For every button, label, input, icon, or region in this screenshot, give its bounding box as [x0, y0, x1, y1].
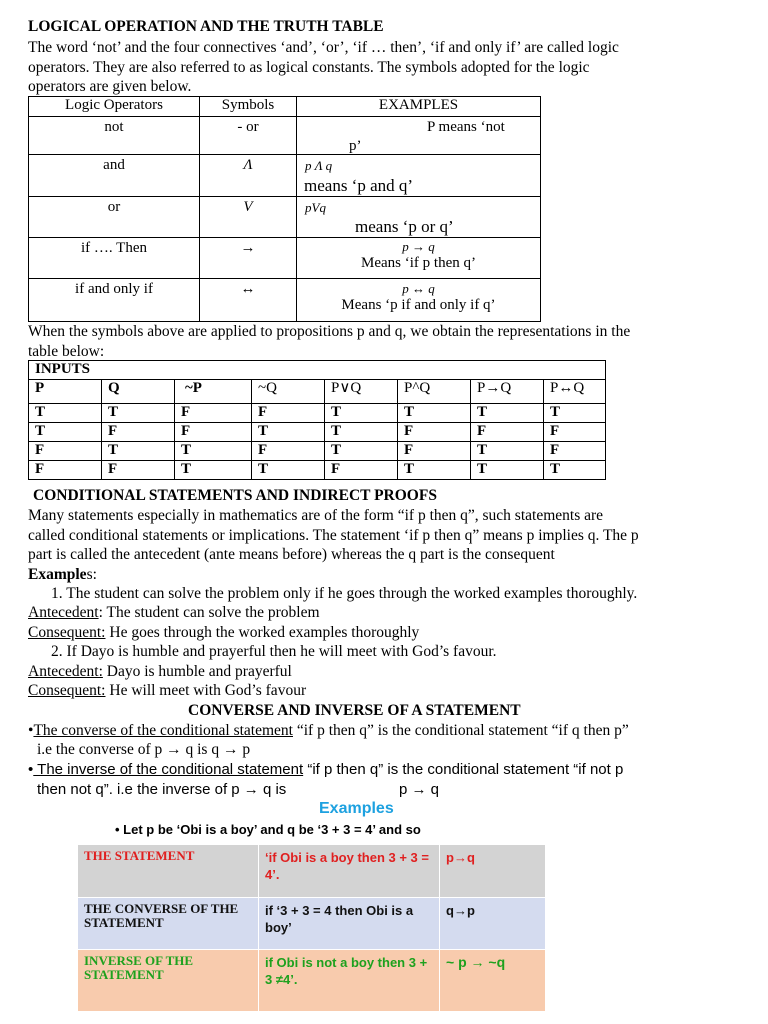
row-label: INVERSE OF THE STATEMENT [78, 949, 259, 1011]
operator-name: if and only if [29, 279, 200, 322]
operator-symbol: V [200, 197, 297, 238]
example-item: 1. The student can solve the problem only if he goes through the worked examples thoroughly. [51, 585, 638, 602]
header-cell: EXAMPLES [297, 97, 541, 117]
operator-symbol: ↔ [200, 279, 297, 322]
row-symbol: p→q [440, 845, 546, 897]
intro-line: operators are given below. [28, 78, 192, 95]
intro-line: When the symbols above are applied to propositions p and q, we obtain the representations in the [28, 323, 631, 340]
table-row [29, 442, 606, 461]
header-cell: Q [102, 380, 175, 404]
cell: F [29, 461, 102, 480]
antecedent-line: Antecedent: The student can solve the problem [28, 604, 320, 621]
inputs-label: INPUTS [29, 361, 606, 380]
bullet-line: then not q”. i.e the inverse of p → q is [37, 781, 287, 798]
cell: F [252, 442, 325, 461]
header-cell: Symbols [200, 97, 297, 117]
cell: T [471, 442, 544, 461]
table-row [29, 461, 606, 480]
table-row [29, 423, 606, 442]
operators-table [28, 96, 541, 322]
operator-symbol: - or [200, 117, 297, 155]
header-cell: P↔Q [544, 380, 606, 404]
cell: F [544, 423, 606, 442]
row-text: ‘if Obi is a boy then 3 + 3 = 4’. [259, 845, 440, 897]
table-row [29, 404, 606, 423]
row-label: THE CONVERSE OF THE STATEMENT [78, 897, 259, 949]
cell: F [29, 442, 102, 461]
cell: T [544, 461, 606, 480]
cell: T [471, 461, 544, 480]
operator-name: or [29, 197, 200, 238]
cell: T [325, 442, 398, 461]
cell: T [252, 423, 325, 442]
operator-example: P means ‘not p’ [297, 117, 541, 155]
cell: T [102, 442, 175, 461]
antecedent-line: Antecedent: Dayo is humble and prayerful [28, 663, 292, 680]
cell: F [252, 404, 325, 423]
bullet-line: •The converse of the conditional statement “if p then q” is the conditional statement “if q then p” [28, 722, 629, 739]
cell: T [544, 404, 606, 423]
row-label: THE STATEMENT [78, 845, 259, 897]
row-text: if Obi is not a boy then 3 + 3 ≠4’. [259, 949, 440, 1011]
paragraph-line: Many statements especially in mathematics are of the form “if p then q”, such statements are [28, 507, 604, 524]
cell: T [252, 461, 325, 480]
examples-heading: Examples [319, 800, 394, 817]
section-title: LOGICAL OPERATION AND THE TRUTH TABLE [28, 18, 384, 35]
header-cell: P→Q [471, 380, 544, 404]
table-row [29, 279, 541, 322]
paragraph-line: part is called the antecedent (ante means before) whereas the q part is the consequent [28, 546, 555, 563]
table-header-row [29, 361, 606, 380]
cell: T [102, 404, 175, 423]
cell: T [398, 461, 471, 480]
cell: T [29, 404, 102, 423]
table-row [29, 238, 541, 279]
header-cell: P^Q [398, 380, 471, 404]
operator-example: p Λ q means ‘p and q’ [297, 155, 541, 197]
truth-table [28, 360, 606, 480]
example-table [78, 845, 546, 1012]
row-symbol: ~ p → ~q [440, 949, 546, 1011]
operator-example: p ↔ q Means ‘p if and only if q’ [297, 279, 541, 322]
cell: F [175, 423, 252, 442]
table-row [29, 155, 541, 197]
cell: T [175, 442, 252, 461]
cell: F [398, 423, 471, 442]
consequent-line: Consequent: He will meet with God’s favour [28, 682, 307, 699]
table-row [78, 897, 546, 949]
example-item: 2. If Dayo is humble and prayerful then he will meet with God’s favour. [51, 643, 497, 660]
cell: T [175, 461, 252, 480]
header-cell: ~P [175, 380, 252, 404]
cell: T [325, 423, 398, 442]
cell: T [325, 404, 398, 423]
let-line: • Let p be ‘Obi is a boy’ and q be ‘3 + 3 = 4’ and so [115, 822, 421, 837]
cell: T [29, 423, 102, 442]
operator-name: if …. Then [29, 238, 200, 279]
consequent-line: Consequent: He goes through the worked examples thoroughly [28, 624, 420, 641]
header-cell: ~Q [252, 380, 325, 404]
intro-line: table below: [28, 343, 105, 360]
operator-symbol: Λ [200, 155, 297, 197]
table-row [29, 197, 541, 238]
table-row [29, 117, 541, 155]
cell: F [471, 423, 544, 442]
operator-symbol: → [200, 238, 297, 279]
inverse-symbol: p → q [399, 781, 440, 798]
header-cell: P∨Q [325, 380, 398, 404]
operator-example: pVq means ‘p or q’ [297, 197, 541, 238]
cell: T [471, 404, 544, 423]
bullet-line: • The inverse of the conditional statement “if p then q” is the conditional statement “if not p [28, 761, 624, 778]
cell: F [398, 442, 471, 461]
cell: F [175, 404, 252, 423]
table-row [78, 949, 546, 1011]
intro-line: The word ‘not’ and the four connectives ‘and’, ‘or’, ‘if … then’, ‘if and only if’ are called logic [28, 39, 619, 56]
section-title: CONVERSE AND INVERSE OF A STATEMENT [188, 702, 521, 719]
row-text: if ‘3 + 3 = 4 then Obi is a boy’ [259, 897, 440, 949]
cell: F [102, 423, 175, 442]
section-title: CONDITIONAL STATEMENTS AND INDIRECT PROOFS [33, 487, 437, 504]
cell: F [544, 442, 606, 461]
operator-name: not [29, 117, 200, 155]
table-row [78, 845, 546, 897]
operator-example: p → q Means ‘if p then q’ [297, 238, 541, 279]
row-symbol: q→p [440, 897, 546, 949]
cell: F [325, 461, 398, 480]
cell: F [102, 461, 175, 480]
table-header-row [29, 380, 606, 404]
header-cell: P [29, 380, 102, 404]
header-cell: Logic Operators [29, 97, 200, 117]
intro-line: operators. They are also referred to as logical constants. The symbols adopted for the logic [28, 59, 590, 76]
table-header-row [29, 97, 541, 117]
operator-name: and [29, 155, 200, 197]
bullet-line: i.e the converse of p → q is q → p [37, 741, 251, 758]
cell: T [398, 404, 471, 423]
paragraph-line: called conditional statements or implications. The statement ‘if p then q” means p implies q. The p [28, 527, 639, 544]
examples-label: Examples: [28, 566, 97, 583]
